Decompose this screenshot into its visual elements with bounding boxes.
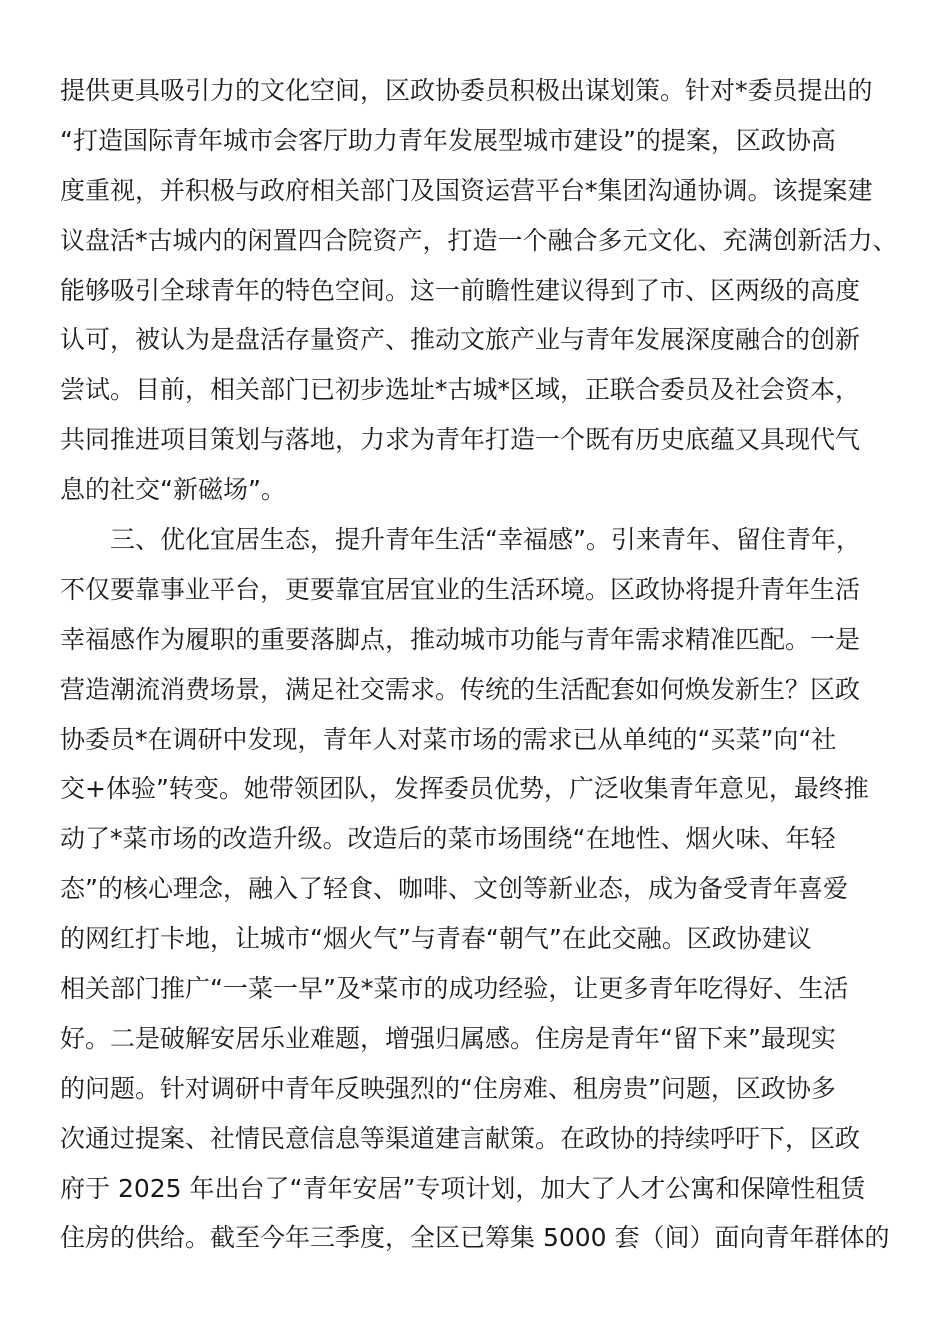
text-line: “打造国际青年城市会客厅助力青年发展型城市建设”的提案，区政协高 (60, 125, 836, 155)
text-line: 住房的供给。截至今年三季度，全区已筹集 5000 套（间）面向青年群体的 (60, 1223, 890, 1253)
text-line: 动了*菜市场的改造升级。改造后的菜市场围绕“在地性、烟火味、年轻 (60, 824, 836, 854)
text-line: 的网红打卡地，让城市“烟火气”与青春“朝气”在此交融。区政协建议 (60, 924, 812, 954)
text-line: 好。二是破解安居乐业难题，增强归属感。住房是青年“留下来”最现实 (60, 1023, 836, 1053)
text-line: 交+体验”转变。她带领团队，发挥委员优势，广泛收集青年意见，最终推 (60, 774, 869, 804)
text-line: 相关部门推广“一菜一早”及*菜市的成功经验，让更多青年吃得好、生活 (60, 974, 849, 1004)
text-line: 能够吸引全球青年的特色空间。这一前瞻性建议得到了市、区两级的高度 (60, 275, 861, 305)
text-line: 次通过提案、社情民意信息等渠道建言献策。在政协的持续呼吁下，区政 (60, 1123, 861, 1153)
text-line: 认可，被认为是盘活存量资产、推动文旅产业与青年发展深度融合的创新 (60, 325, 861, 355)
text-line: 府于 2025 年出台了“青年安居”专项计划，加大了人才公寓和保障性租赁 (60, 1173, 866, 1203)
text-line: 息的社交“新磁场”。 (60, 475, 286, 505)
text-line: 不仅要靠事业平台，更要靠宜居宜业的生活环境。区政协将提升青年生活 (60, 574, 861, 604)
text-line: 共同推进项目策划与落地，力求为青年打造一个既有历史底蕴又具现代气 (60, 425, 861, 455)
text-line: 议盘活*古城内的闲置四合院资产，打造一个融合多元文化、充满创新活力、 (60, 225, 898, 255)
text-line: 度重视，并积极与政府相关部门及国资运营平台*集团沟通协调。该提案建 (60, 175, 873, 205)
body-text (60, 66, 900, 1263)
text-line: 提供更具吸引力的文化空间，区政协委员积极出谋划策。针对*委员提出的 (60, 76, 873, 105)
text-line: 态”的核心理念，融入了轻食、咖啡、文创等新业态，成为备受青年喜爱 (60, 874, 848, 904)
text-line: 幸福感作为履职的重要落脚点，推动城市功能与青年需求精准匹配。一是 (60, 624, 861, 654)
text-line: 的问题。针对调研中青年反映强烈的“住房难、租房贵”问题，区政协多 (60, 1073, 836, 1103)
section-heading-line: 三、优化宜居生态，提升青年生活“幸福感”。引来青年、留住青年， (60, 525, 861, 555)
text-line: 营造潮流消费场景，满足社交需求。传统的生活配套如何焕发新生？区政 (60, 674, 861, 704)
text-line: 协委员*在调研中发现，青年人对菜市场的需求已从单纯的“买菜”向“社 (60, 724, 837, 754)
text-line: 尝试。目前，相关部门已初步选址*古城*区域，正联合委员及社会资本， (60, 375, 861, 405)
